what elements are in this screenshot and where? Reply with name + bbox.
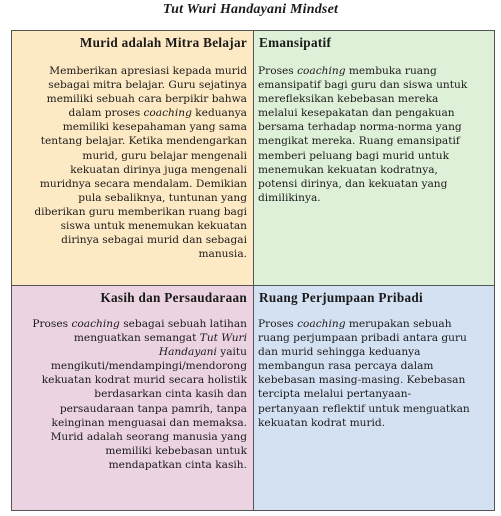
- body-line: manusia.: [198, 248, 247, 261]
- body-line: siswa untuk menemukan kekuatan: [60, 220, 247, 233]
- body-line: kekuatan kodrat murid secara holistik: [41, 374, 247, 387]
- body-line: menguatkan semangat Tut Wuri: [73, 332, 247, 345]
- body-line: diberikan guru memberikan ruang bagi: [34, 205, 247, 218]
- body-line: memiliki kebebasan untuk: [105, 444, 247, 457]
- body-line: ruang perjumpaan pribadi antara guru: [258, 332, 467, 345]
- body-line: mendapatkan cinta kasih.: [108, 458, 247, 471]
- cell-kasih-persaudaraan: [12, 286, 254, 510]
- cell-body: [258, 64, 488, 205]
- body-line: dirinya sebagai murid dan sebagai: [61, 234, 247, 247]
- body-line: kekuatan kodrat murid.: [258, 416, 386, 429]
- cell-ruang-perjumpaan-pribadi: [254, 286, 494, 510]
- body-line: merefleksikan kebebasan mereka: [258, 93, 439, 106]
- body-line: dalam proses coaching keduanya: [68, 107, 247, 120]
- body-line: tentang belajar. Ketika mendengarkan: [40, 135, 247, 148]
- document-title: Tut Wuri Handayani Mindset: [162, 2, 339, 17]
- body-line: mengikuti/mendampingi/mendorong: [50, 360, 247, 373]
- body-line: mengikat mereka. Ruang emansipatif: [258, 135, 460, 148]
- body-line: melalui kesepakatan dan pengakuan: [258, 107, 455, 120]
- body-line: berdasarkan cinta kasih dan: [94, 388, 247, 401]
- body-line: memiliki sebuah cara berpikir bahwa: [46, 93, 247, 106]
- body-line: membangun rasa percaya dalam: [258, 360, 434, 373]
- body-line: memiliki kesepahaman yang sama: [62, 121, 247, 134]
- body-line: kekuatan dirinya juga mengenali: [70, 163, 247, 176]
- body-line: Handayani yaitu: [158, 346, 247, 359]
- body-line: tercipta melalui pertanyaan-: [258, 388, 412, 401]
- body-line: Murid adalah seorang manusia yang: [50, 430, 247, 443]
- cell-body: [18, 64, 247, 261]
- body-line: persaudaraan tanpa pamrih, tanpa: [59, 402, 247, 415]
- body-line: potensi dirinya, dan kekuatan yang: [258, 177, 448, 190]
- mindset-table: [11, 30, 495, 511]
- body-line: Proses coaching sebagai sebuah latihan: [32, 318, 247, 330]
- body-line: Memberikan apresiasi kepada murid: [49, 65, 247, 77]
- cell-murid-mitra-belajar: [12, 31, 254, 286]
- body-line: kebebasan masing-masing. Kebebasan: [258, 374, 466, 387]
- body-line: pula sebaliknya, tuntunan yang: [78, 191, 247, 204]
- cell-heading: Ruang Perjumpaan Pribadi: [259, 290, 424, 305]
- body-line: Proses coaching membuka ruang: [258, 65, 437, 77]
- body-line: keinginan menguasai dan memaksa.: [51, 416, 247, 429]
- cell-body: [258, 317, 488, 430]
- body-line: pertanyaan reflektif untuk menguatkan: [258, 402, 470, 415]
- body-line: emansipatif bagi guru dan siswa untuk: [258, 79, 468, 92]
- body-line: bersama terhadap norma-norma yang: [258, 121, 462, 134]
- body-line: dimilikinya.: [258, 191, 321, 204]
- body-line: muridnya secara mendalam. Demikian: [39, 177, 247, 190]
- body-line: murid, guru belajar mengenali: [82, 149, 247, 162]
- body-line: Proses coaching merupakan sebuah: [258, 318, 452, 330]
- cell-body: [18, 317, 247, 472]
- body-line: menemukan kekuatan kodratnya,: [258, 163, 438, 176]
- cell-heading: Murid adalah Mitra Belajar: [79, 35, 247, 50]
- body-line: memberi peluang bagi murid untuk: [258, 149, 450, 162]
- cell-emansipatif: [254, 31, 494, 286]
- body-line: dan murid sehingga keduanya: [258, 346, 421, 359]
- body-line: sebagai mitra belajar. Guru sejatinya: [48, 79, 247, 92]
- cell-heading: Kasih dan Persaudaraan: [100, 290, 247, 305]
- cell-heading: Emansipatif: [259, 35, 332, 50]
